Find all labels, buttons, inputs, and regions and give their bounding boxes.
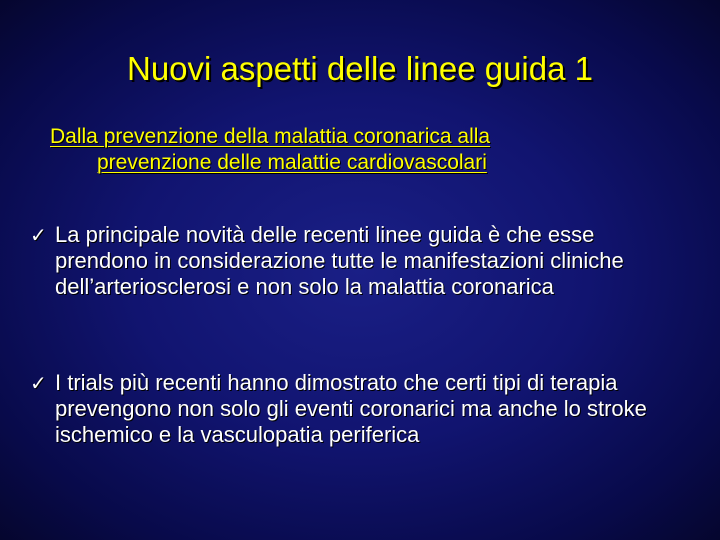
slide-title: Nuovi aspetti delle linee guida 1: [127, 50, 593, 87]
bullet-item: [30, 222, 690, 300]
bullet-item: [30, 370, 690, 448]
subtitle-line-2: prevenzione delle malattie cardiovascolari: [97, 151, 487, 174]
check-icon: ✓: [30, 223, 47, 247]
subtitle-line-1: Dalla prevenzione della malattia coronarica alla: [50, 125, 491, 148]
check-icon: ✓: [30, 371, 47, 395]
bullet-text: La principale novità delle recenti linee guida è che esse prendono in considerazione tutte le manifestazioni cliniche dell’arteriosclerosi e non solo la malattia coronarica: [55, 222, 624, 299]
bullet-text: I trials più recenti hanno dimostrato che certi tipi di terapia prevengono non solo gli eventi coronarici ma anche lo stroke ischemico e la vasculopatia periferica: [55, 370, 647, 447]
slide-subtitle: [50, 124, 690, 176]
